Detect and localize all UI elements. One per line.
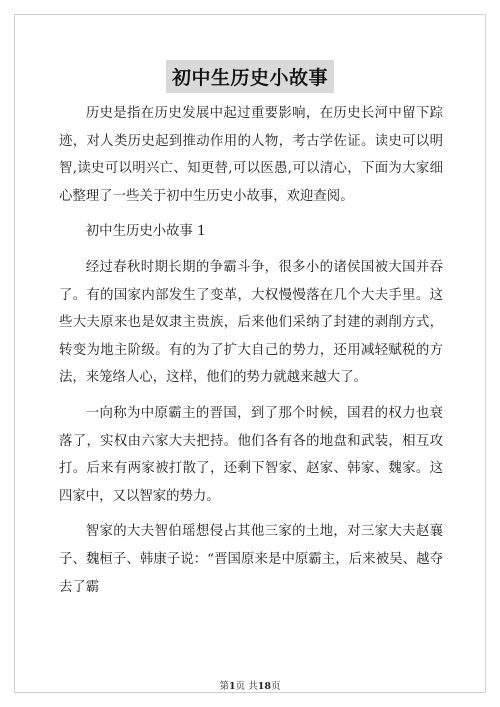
page-footer <box>0 678 500 692</box>
body-paragraph: 经过春秋时期长期的争霸斗争，很多小的诸侯国被大国并吞了。有的国家内部发生了变革，大权慢慢落在几个大夫手里。这些大夫原来也是奴隶主贵族，后来他们采纳了封建的剥削方式，转变为地主阶级。有的为了扩大自己的势力，还用减轻赋税的方法，来笼络人心，这样，他们的势力就越来越大了。 <box>59 259 443 386</box>
body-paragraph: 智家的大夫智伯瑶想侵占其他三家的土地，对三家大夫赵襄子、魏桓子、韩康子说：“晋国原来是中原霸主，后来被吴、越夺去了霸 <box>59 524 443 595</box>
title-container <box>0 60 500 93</box>
footer-suffix: 页 <box>270 681 281 692</box>
footer-page-total: 18 <box>257 681 271 692</box>
intro-paragraph: 历史是指在历史发展中起过重要影响，在历史长河中留下踪迹，对人类历史起到推动作用的人物，考古学佐证。读史可以明智,读史可以明兴亡、知更替,可以医愚,可以清心，下面为大家细心整理了一些关于初中生历史小故事，欢迎查阅。 <box>59 106 443 204</box>
footer-prefix: 第 <box>219 681 230 692</box>
document-body <box>59 100 443 609</box>
footer-middle: 页 共 <box>235 681 258 692</box>
footer-page-current: 1 <box>229 681 236 692</box>
page-title: 初中生历史小故事 <box>166 60 334 93</box>
section-heading: 初中生历史小故事 1 <box>85 224 206 240</box>
body-paragraph: 一向称为中原霸主的晋国，到了那个时候，国君的权力也衰落了，实权由六家大夫把持。他们各有各的地盘和武装，相互攻打。后来有两家被打散了，还剩下智家、赵家、韩家、魏家。这四家中，又以智家的势力。 <box>59 405 443 504</box>
